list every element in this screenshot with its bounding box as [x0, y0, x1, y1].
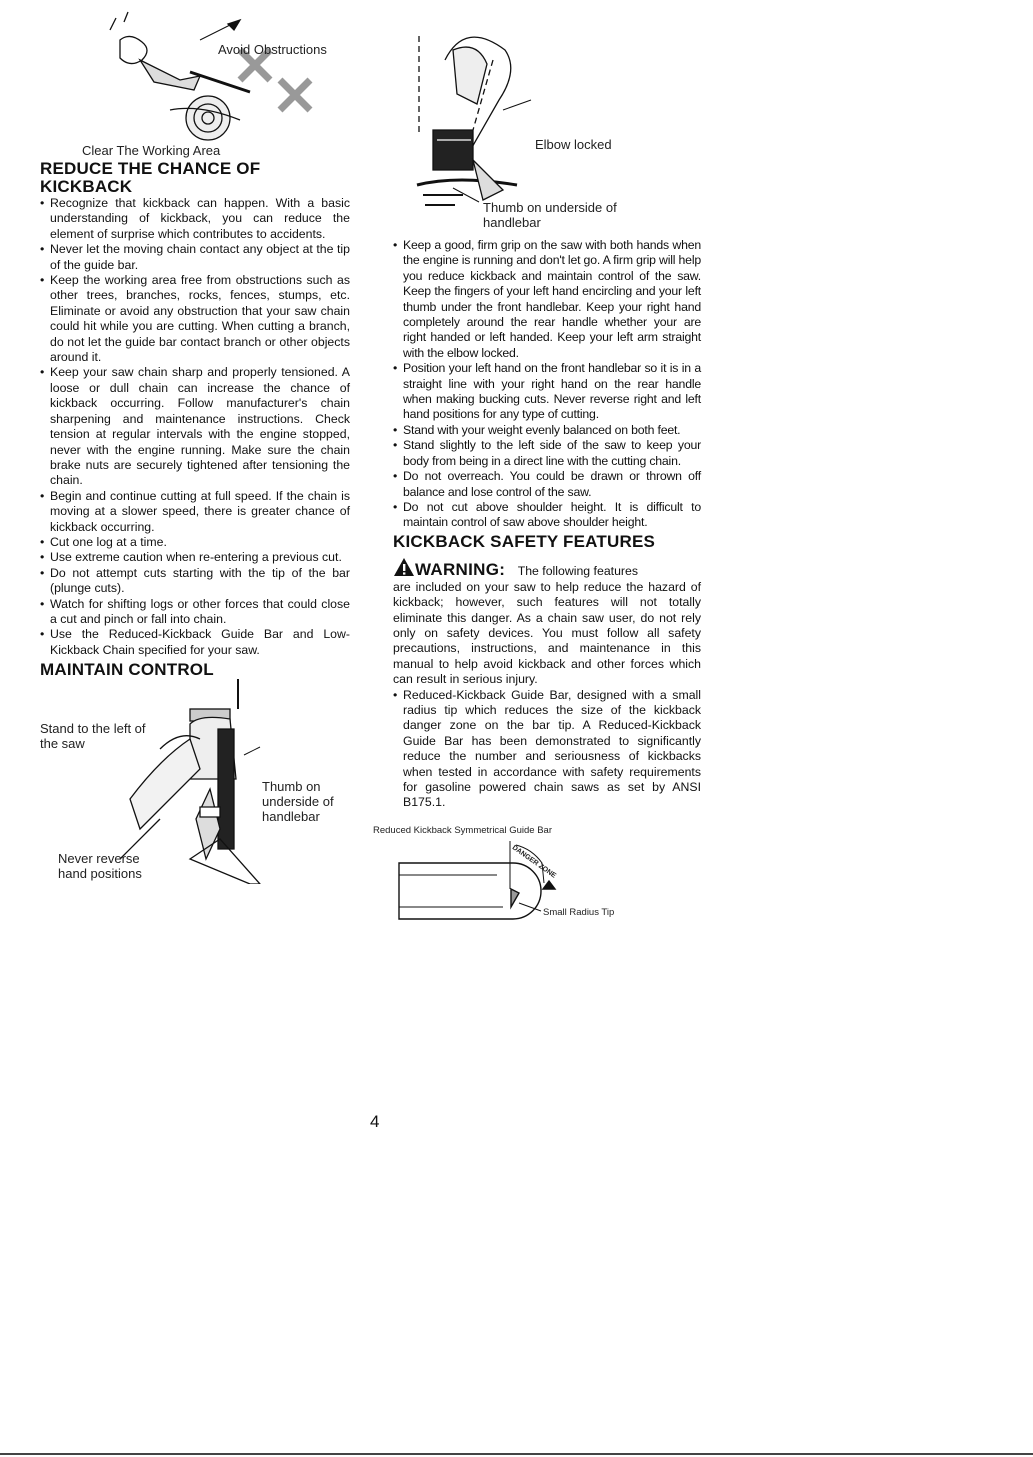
- warning-triangle-icon: [393, 557, 415, 577]
- warning-lead: The following features: [517, 563, 638, 578]
- list-item: • Do not attempt cuts starting with the tip of the bar (plunge cuts).: [40, 566, 350, 597]
- stand-left-label: Stand to the left of the saw: [40, 721, 146, 752]
- page-number: 4: [370, 1112, 380, 1131]
- warning-title: WARNING:: [415, 559, 506, 579]
- danger-zone-label: DANGER ZONE: [510, 844, 558, 880]
- list-item: • Watch for shifting logs or other forces that could close a cut and pinch or fall into chain.: [40, 597, 350, 628]
- kickback-safety-list: [393, 688, 701, 811]
- reduce-kickback-list: [40, 196, 350, 658]
- thumb-underside-label: Thumb on underside of handlebar: [262, 779, 334, 825]
- list-item: • Cut one log at a time.: [40, 535, 350, 550]
- list-item: • Keep the working area free from obstructions such as other trees, branches, rocks, fences, stumps, etc. Eliminate or avoid any obstruction that your saw chain could hit while you are cutting. When cutting a branch, do not let the guide bar contact branch or other objects around it.: [40, 273, 350, 365]
- list-item: • Stand with your weight evenly balanced on both feet.: [393, 423, 701, 438]
- guide-bar-title: Reduced Kickback Symmetrical Guide Bar: [373, 824, 552, 836]
- right-column: [373, 0, 701, 933]
- elbow-locked-figure: [393, 0, 701, 238]
- list-item: • Position your left hand on the front handlebar so it is in a straight line with your right hand on the rear handle when making bucking cuts. Never reverse right and left hand positions for any type of cutting.: [393, 361, 701, 423]
- cutting-obstruction-illustration: [40, 0, 350, 160]
- control-list: [393, 238, 701, 531]
- list-item: • Use the Reduced-Kickback Guide Bar and Low-Kickback Chain specified for your saw.: [40, 627, 350, 658]
- elbow-locked-label: Elbow locked: [535, 137, 612, 152]
- small-radius-tip-label: Small Radius Tip: [543, 906, 615, 918]
- avoid-obstructions-figure: [40, 0, 350, 160]
- list-item: • Never let the moving chain contact any object at the tip of the guide bar.: [40, 242, 350, 273]
- thumb-handlebar-label: Thumb on underside of handlebar: [483, 200, 617, 230]
- section-heading-kickback-safety: KICKBACK SAFETY FEATURES: [393, 531, 656, 551]
- list-item: • Recognize that kickback can happen. With a basic understanding of kickback, you can reduce the element of surprise which contributes to accidents.: [40, 196, 350, 242]
- list-item: • Do not cut above shoulder height. It is difficult to maintain control of saw above shoulder height.: [393, 500, 701, 531]
- list-item: • Begin and continue cutting at full speed. If the chain is moving at a slower speed, there is greater chance of kickback occurring.: [40, 489, 350, 535]
- warning-text: are included on your saw to help reduce the hazard of kickback; however, such features will not totally eliminate this danger. As a chain saw user, do not rely only on safety devices. You must follow all safety precautions, instructions, and maintenance in this manual to help avoid kickback and other forces which can result in serious injury.: [393, 579, 701, 687]
- list-item: • Keep your saw chain sharp and properly tensioned. A loose or dull chain can increase the chance of kickback occurring. Follow manufacturer's chain sharpening and maintenance instructions. Check tension at regular intervals with the engine stopped, never with the engine running. Make sure the chain brake nuts are securely tightened after tensioning the chain.: [40, 365, 350, 488]
- avoid-obstructions-label: Avoid Obstructions: [218, 42, 327, 57]
- page-bottom-rule: [0, 1453, 1033, 1455]
- warning-block: [393, 557, 701, 688]
- list-item: • Keep a good, firm grip on the saw with both hands when the engine is running and don't let go. A firm grip will help you reduce kickback and maintain control of the saw. Keep the fingers of your left hand encircling and your left thumb under the front handlebar. Keep your right hand completely around the rear handle whether your are right handed or left handed. Keep your left arm straight with the elbow locked.: [393, 238, 701, 361]
- clear-working-area-label: Clear The Working Area: [82, 143, 221, 158]
- reduce-kickback-section: [40, 160, 350, 658]
- list-item: • Use extreme caution when re-entering a previous cut.: [40, 550, 350, 565]
- list-item: • Reduced-Kickback Guide Bar, designed with a small radius tip which reduces the size of the kickback danger zone on the bar tip. A Reduced-Kickback Guide Bar has been demonstrated to significantly reduce the number and seriousness of kickbacks when tested in accordance with safety requirements for gasoline powered chain saws as set by ANSI B175.1.: [393, 688, 701, 811]
- section-heading-maintain-control: MAINTAIN CONTROL: [40, 660, 214, 680]
- list-item: • Stand slightly to the left side of the saw to keep your body from being in a direct line with the cutting chain.: [393, 438, 701, 469]
- left-column: [40, 0, 350, 884]
- section-heading-reduce-kickback: REDUCE THE CHANCE OF KICKBACK: [40, 159, 261, 196]
- list-item: • Do not overreach. You could be drawn or thrown off balance and lose control of the saw.: [393, 469, 701, 500]
- never-reverse-label: Never reverse hand positions: [58, 851, 142, 882]
- guide-bar-figure: [373, 823, 701, 933]
- stance-figure: [40, 679, 350, 884]
